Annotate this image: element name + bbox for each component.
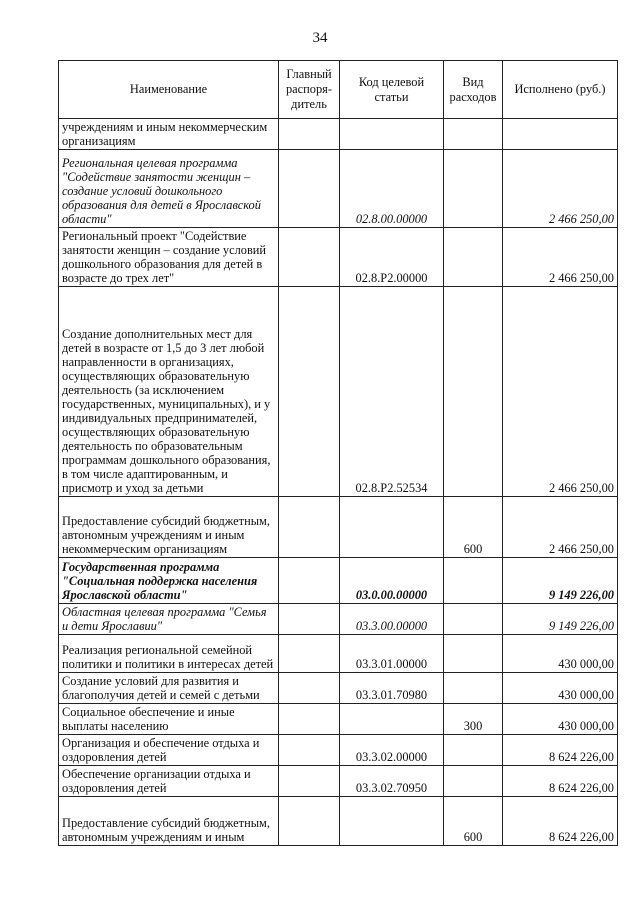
table-row xyxy=(59,704,618,735)
cell-target-code: 02.8.00.00000 xyxy=(340,150,444,228)
cell-main-manager xyxy=(279,766,340,797)
budget-table xyxy=(58,60,618,846)
column-header-name: Наименование xyxy=(59,61,279,119)
cell-name: Создание дополнительных мест для детей в возрасте от 1,5 до 3 лет любой направленности в организациях, осуществляющих образовательную деятельность (за исключением государственных, муниципальных), и у индивидуальных предпринимателей, осуществляющих образовательную деятельность по образовательным программам дошкольного образования, в том числе адаптированным, и присмотр и уход за детьми xyxy=(59,287,279,497)
cell-target-code: 03.3.01.70980 xyxy=(340,673,444,704)
cell-name: Предоставление субсидий бюджетным, автономным учреждениям и иным xyxy=(59,797,279,846)
cell-expense-type xyxy=(444,558,503,604)
cell-main-manager xyxy=(279,497,340,558)
cell-target-code: 02.8.P2.52534 xyxy=(340,287,444,497)
cell-main-manager xyxy=(279,704,340,735)
cell-target-code: 03.0.00.00000 xyxy=(340,558,444,604)
cell-expense-type xyxy=(444,673,503,704)
table-row xyxy=(59,635,618,673)
cell-main-manager xyxy=(279,797,340,846)
column-header-expense-type: Вид расходов xyxy=(444,61,503,119)
table-row xyxy=(59,150,618,228)
cell-name: учреждениям и иным некоммерческим организациям xyxy=(59,119,279,150)
cell-main-manager xyxy=(279,119,340,150)
cell-name: Предоставление субсидий бюджетным, автономным учреждениям и иным некоммерческим организациям xyxy=(59,497,279,558)
cell-expense-type xyxy=(444,735,503,766)
column-header-executed: Исполнено (руб.) xyxy=(503,61,618,119)
column-header-target-code: Код целевой статьи xyxy=(340,61,444,119)
cell-expense-type xyxy=(444,287,503,497)
table-row xyxy=(59,287,618,497)
cell-executed: 9 149 226,00 xyxy=(503,558,618,604)
cell-executed: 2 466 250,00 xyxy=(503,150,618,228)
cell-main-manager xyxy=(279,635,340,673)
cell-target-code xyxy=(340,119,444,150)
cell-name: Региональный проект "Содействие занятости женщин – создание условий дошкольного образования для детей в возрасте до трех лет" xyxy=(59,228,279,287)
table-row xyxy=(59,228,618,287)
cell-expense-type: 300 xyxy=(444,704,503,735)
cell-main-manager xyxy=(279,604,340,635)
page-number: 34 xyxy=(312,30,328,46)
cell-name: Создание условий для развития и благополучия детей и семей с детьми xyxy=(59,673,279,704)
cell-name: Организация и обеспечение отдыха и оздоровления детей xyxy=(59,735,279,766)
table-row xyxy=(59,119,618,150)
cell-main-manager xyxy=(279,150,340,228)
cell-main-manager xyxy=(279,558,340,604)
cell-expense-type xyxy=(444,604,503,635)
table-row xyxy=(59,604,618,635)
cell-expense-type: 600 xyxy=(444,797,503,846)
cell-expense-type xyxy=(444,766,503,797)
cell-executed xyxy=(503,119,618,150)
cell-target-code xyxy=(340,797,444,846)
table-body xyxy=(59,119,618,846)
cell-executed: 8 624 226,00 xyxy=(503,797,618,846)
cell-executed: 9 149 226,00 xyxy=(503,604,618,635)
cell-executed: 8 624 226,00 xyxy=(503,735,618,766)
cell-name: Обеспечение организации отдыха и оздоровления детей xyxy=(59,766,279,797)
cell-target-code: 03.3.02.00000 xyxy=(340,735,444,766)
cell-name: Социальное обеспечение и иные выплаты населению xyxy=(59,704,279,735)
table-row xyxy=(59,673,618,704)
table-row xyxy=(59,797,618,846)
cell-executed: 2 466 250,00 xyxy=(503,228,618,287)
cell-target-code xyxy=(340,497,444,558)
cell-executed: 2 466 250,00 xyxy=(503,497,618,558)
cell-main-manager xyxy=(279,228,340,287)
cell-main-manager xyxy=(279,287,340,497)
cell-name: Государственная программа "Социальная поддержка населения Ярославской области" xyxy=(59,558,279,604)
cell-expense-type xyxy=(444,635,503,673)
table-row xyxy=(59,497,618,558)
cell-main-manager xyxy=(279,735,340,766)
cell-executed: 430 000,00 xyxy=(503,635,618,673)
cell-executed: 2 466 250,00 xyxy=(503,287,618,497)
cell-executed: 8 624 226,00 xyxy=(503,766,618,797)
table-row xyxy=(59,766,618,797)
column-header-main-manager: Главный распоря-дитель xyxy=(279,61,340,119)
cell-name: Реализация региональной семейной политики и политики в интересах детей xyxy=(59,635,279,673)
table-row xyxy=(59,558,618,604)
cell-expense-type xyxy=(444,228,503,287)
cell-target-code: 03.3.02.70950 xyxy=(340,766,444,797)
cell-expense-type: 600 xyxy=(444,497,503,558)
cell-name: Региональная целевая программа "Содействие занятости женщин – создание условий дошкольного образования для детей в Ярославской области" xyxy=(59,150,279,228)
cell-executed: 430 000,00 xyxy=(503,673,618,704)
cell-target-code: 03.3.00.00000 xyxy=(340,604,444,635)
table-row xyxy=(59,735,618,766)
cell-executed: 430 000,00 xyxy=(503,704,618,735)
cell-target-code: 03.3.01.00000 xyxy=(340,635,444,673)
cell-target-code xyxy=(340,704,444,735)
cell-target-code: 02.8.P2.00000 xyxy=(340,228,444,287)
cell-main-manager xyxy=(279,673,340,704)
cell-expense-type xyxy=(444,119,503,150)
cell-name: Областная целевая программа "Семья и дети Ярославии" xyxy=(59,604,279,635)
cell-expense-type xyxy=(444,150,503,228)
